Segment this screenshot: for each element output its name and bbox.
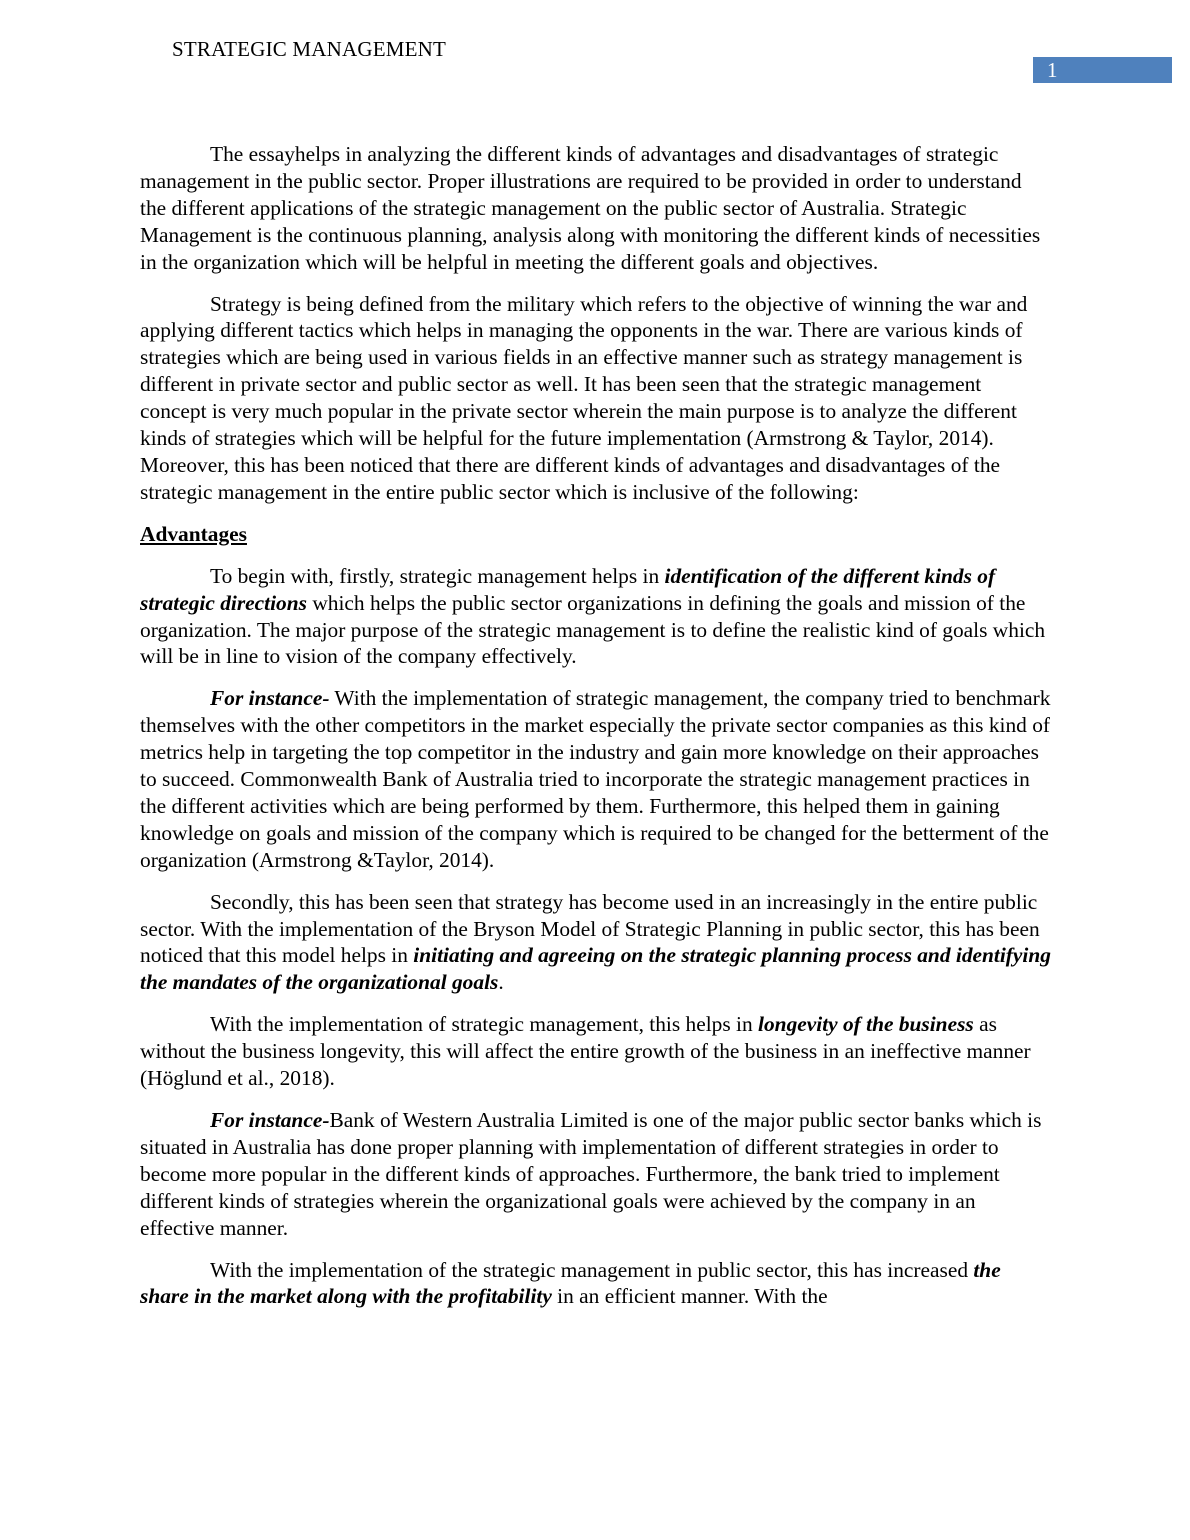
paragraph-strategy-definition: Strategy is being defined from the military which refers to the objective of winning the war and applying different tactics which helps in managing the opponents in the war. There are various kinds of strategies which are being used in various fields in an effective manner such as strategy management is different in private sector and public sector as well. It has been seen that the strategic management concept is very much popular in the private sector wherein the main purpose is to analyze the different kinds of strategies which will be helpful for the future implementation (Armstrong & Taylor, 2014). Moreover, this has been noticed that there are different kinds of advantages and disadvantages of the strategic management in the entire public sector which is inclusive of the following: <box>140 291 1028 504</box>
emphasis-text: For instance- <box>210 1108 330 1132</box>
text-run: Bank of Western Australia Limited is one of the major public sector banks which is situated in Australia has done proper planning with implementation of different strategies in order to become more popular in the different kinds of approaches. Furthermore, the bank tried to implement different kinds of strategies wherein the organizational goals were achieved by the company in an effective manner. <box>140 1108 1042 1240</box>
paragraph-example-commonwealth <box>140 685 1052 873</box>
text-run: With the implementation of the strategic management in public sector, this has increased <box>210 1257 974 1282</box>
emphasis-text: For instance- <box>210 686 330 711</box>
page-number: 1 <box>1033 57 1172 83</box>
text-run: which helps the public sector organizations in defining the goals and mission of the organization. The major purpose of the strategic management is to define the realistic kind of goals which will be in line to vision of the company effectively. <box>140 590 1046 669</box>
text-run: as without the business longevity, this will affect the entire growth of the business in an ineffective manner (Höglund et al., 2018). <box>140 1012 1031 1091</box>
document-body <box>140 141 1052 1325</box>
paragraph-strategic-directions <box>140 563 1052 671</box>
text-run: To begin with, firstly, strategic management helps in <box>210 563 665 588</box>
text-run: With the implementation of strategic management, the company tried to benchmark themselves with the other competitors in the market especially the private sector companies as this kind of metrics help in targeting the top competitor in the industry and gain more knowledge on their approaches to succeed. Commonwealth Bank of Australia tried to incorporate the strategic management practices in the different activities which are being performed by them. Furthermore, this helped them in gaining knowledge on goals and mission of the company which is required to be changed for the betterment of the organization (Armstrong &Taylor, 2014). <box>140 686 1051 872</box>
emphasis-text: the share in the market along with the profitability <box>140 1257 1001 1309</box>
text-run: . <box>498 970 504 995</box>
emphasis-text: longevity of the business <box>758 1012 974 1037</box>
emphasis-text: identification of the different kinds of strategic directions <box>140 563 996 615</box>
text-run: Secondly, this has been seen that strategy has become used in an increasingly in the entire public sector. With the implementation of the Bryson Model of Strategic Planning in public sector, this has been noticed that this model helps in <box>140 889 1040 968</box>
paragraph-longevity <box>140 1011 1052 1092</box>
running-head: STRATEGIC MANAGEMENT <box>172 37 447 61</box>
paragraph-bryson-model <box>140 889 1052 997</box>
paragraph-intro: The essayhelps in analyzing the different kinds of advantages and disadvantages of strategic management in the public sector. Proper illustrations are required to be provided in order to understand the different applications of the strategic management on the public sector of Australia. Strategic Management is the continuous planning, analysis along with monitoring the different kinds of necessities in the organization which will be helpful in meeting the different goals and objectives. <box>140 142 1041 274</box>
emphasis-text: initiating and agreeing on the strategic planning process and identifying the mandates of the organizational goals <box>140 943 1051 995</box>
paragraph-market-share <box>140 1257 1052 1311</box>
text-run: With the implementation of strategic management, this helps in <box>210 1012 759 1037</box>
paragraph-example-bankwest <box>140 1107 1052 1242</box>
text-run: in an efficient manner. With the <box>551 1284 828 1309</box>
heading-advantages: Advantages <box>140 521 247 546</box>
